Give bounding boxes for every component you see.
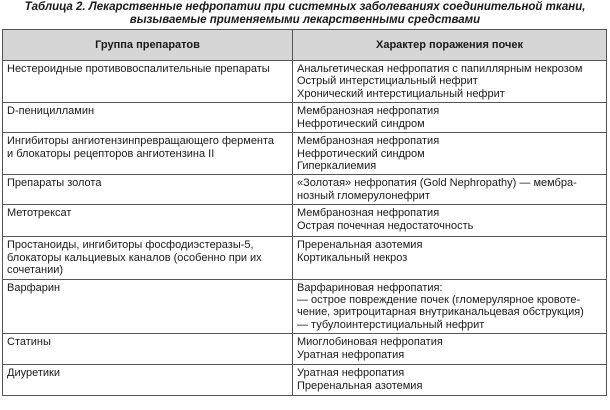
cell-line: Преренальная азотемия — [297, 379, 423, 392]
table-header-row — [3, 30, 607, 61]
table-row — [3, 133, 607, 175]
cell-line: Преренальная азотемия — [297, 239, 423, 252]
drug-group-cell — [3, 175, 293, 205]
table-row — [3, 279, 607, 334]
cell-line: чение, эритроцитарная внутриканальцевая обструкция) — [297, 306, 584, 319]
cell-line: Варфарин — [7, 281, 61, 294]
cell-line: нозный гломерулонефрит — [297, 189, 430, 202]
cell-line: Ингибиторы ангиотензинпревращающего фермента — [7, 135, 275, 148]
cell-line: Диуретики — [7, 367, 60, 380]
table-row — [3, 365, 607, 396]
cell-line: D-пеницилламин — [7, 105, 95, 118]
header-kidney-damage: Характер поражения почек — [293, 30, 607, 61]
kidney-damage-cell — [293, 334, 607, 365]
kidney-damage-cell — [293, 133, 607, 175]
table-row — [3, 205, 607, 237]
caption-line-2: вызываемые применяемыми лекарственными средствами — [129, 14, 481, 26]
table-caption — [0, 0, 610, 29]
cell-line: Анальгетическая нефропатия с папиллярным некрозом — [297, 63, 583, 75]
drug-group-cell — [3, 103, 293, 133]
table-row — [3, 61, 607, 103]
cell-line: — тубулоинтерстициальный нефрит — [297, 318, 485, 331]
cell-line: — острое повреждение почек (гломерулярное кровоте- — [297, 294, 581, 307]
drug-group-cell — [3, 61, 293, 103]
kidney-damage-cell — [293, 279, 607, 334]
cell-line: Мембранозная нефропатия — [297, 105, 440, 118]
cell-line: Кортикальный некроз — [297, 251, 408, 264]
table-row — [3, 103, 607, 133]
cell-line: сочетании) — [7, 264, 64, 277]
kidney-damage-cell — [293, 365, 607, 396]
drug-group-cell — [3, 237, 293, 279]
drug-group-cell — [3, 365, 293, 396]
table-row — [3, 334, 607, 365]
caption-line-1: Таблица 2. Лекарственные нефропатии при системных заболеваниях соединительной ткани, — [24, 1, 586, 13]
cell-line: Уратная нефропатия — [297, 348, 405, 361]
kidney-damage-cell — [293, 237, 607, 279]
cell-line: Миоглобиновая нефропатия — [297, 336, 443, 349]
cell-line: Острая почечная недостаточность — [297, 219, 474, 232]
cell-line: Препараты золота — [7, 177, 102, 190]
header-drug-group: Группа препаратов — [3, 30, 293, 61]
drug-group-cell — [3, 133, 293, 175]
cell-line: Нестероидные противовоспалительные препараты — [7, 63, 270, 75]
cell-line: Простаноиды, ингибиторы фосфодиэстеразы-5, — [7, 239, 254, 252]
drug-group-cell — [3, 279, 293, 334]
kidney-damage-cell — [293, 205, 607, 237]
cell-line: Гиперкалиемия — [297, 160, 377, 173]
cell-line: Острый интерстициальный нефрит — [297, 75, 478, 88]
table-row — [3, 175, 607, 205]
drug-group-cell — [3, 334, 293, 365]
cell-line: Метотрексат — [7, 207, 72, 220]
drug-group-cell — [3, 205, 293, 237]
cell-line: Мембранозная нефропатия — [297, 135, 440, 148]
table-row — [3, 237, 607, 279]
kidney-damage-cell — [293, 61, 607, 103]
cell-line: «Золотая» нефропатия (Gold Nephropathy) — мембра- — [297, 177, 577, 190]
cell-line: и блокаторы рецепторов ангиотензина II — [7, 147, 215, 160]
kidney-damage-cell — [293, 175, 607, 205]
cell-line: Нефротический синдром — [297, 147, 425, 160]
cell-line: Варфариновая нефропатия: — [297, 281, 443, 294]
cell-line: Хронический интерстициальный нефрит — [297, 87, 505, 100]
cell-line: Уратная нефропатия — [297, 367, 405, 380]
nephropathy-table — [2, 29, 607, 396]
kidney-damage-cell — [293, 103, 607, 133]
cell-line: Статины — [7, 336, 51, 349]
cell-line: Мембранозная нефропатия — [297, 207, 440, 220]
cell-line: Нефротический синдром — [297, 117, 425, 130]
cell-line: блокаторы кальциевых каналов (особенно при их — [7, 251, 262, 264]
